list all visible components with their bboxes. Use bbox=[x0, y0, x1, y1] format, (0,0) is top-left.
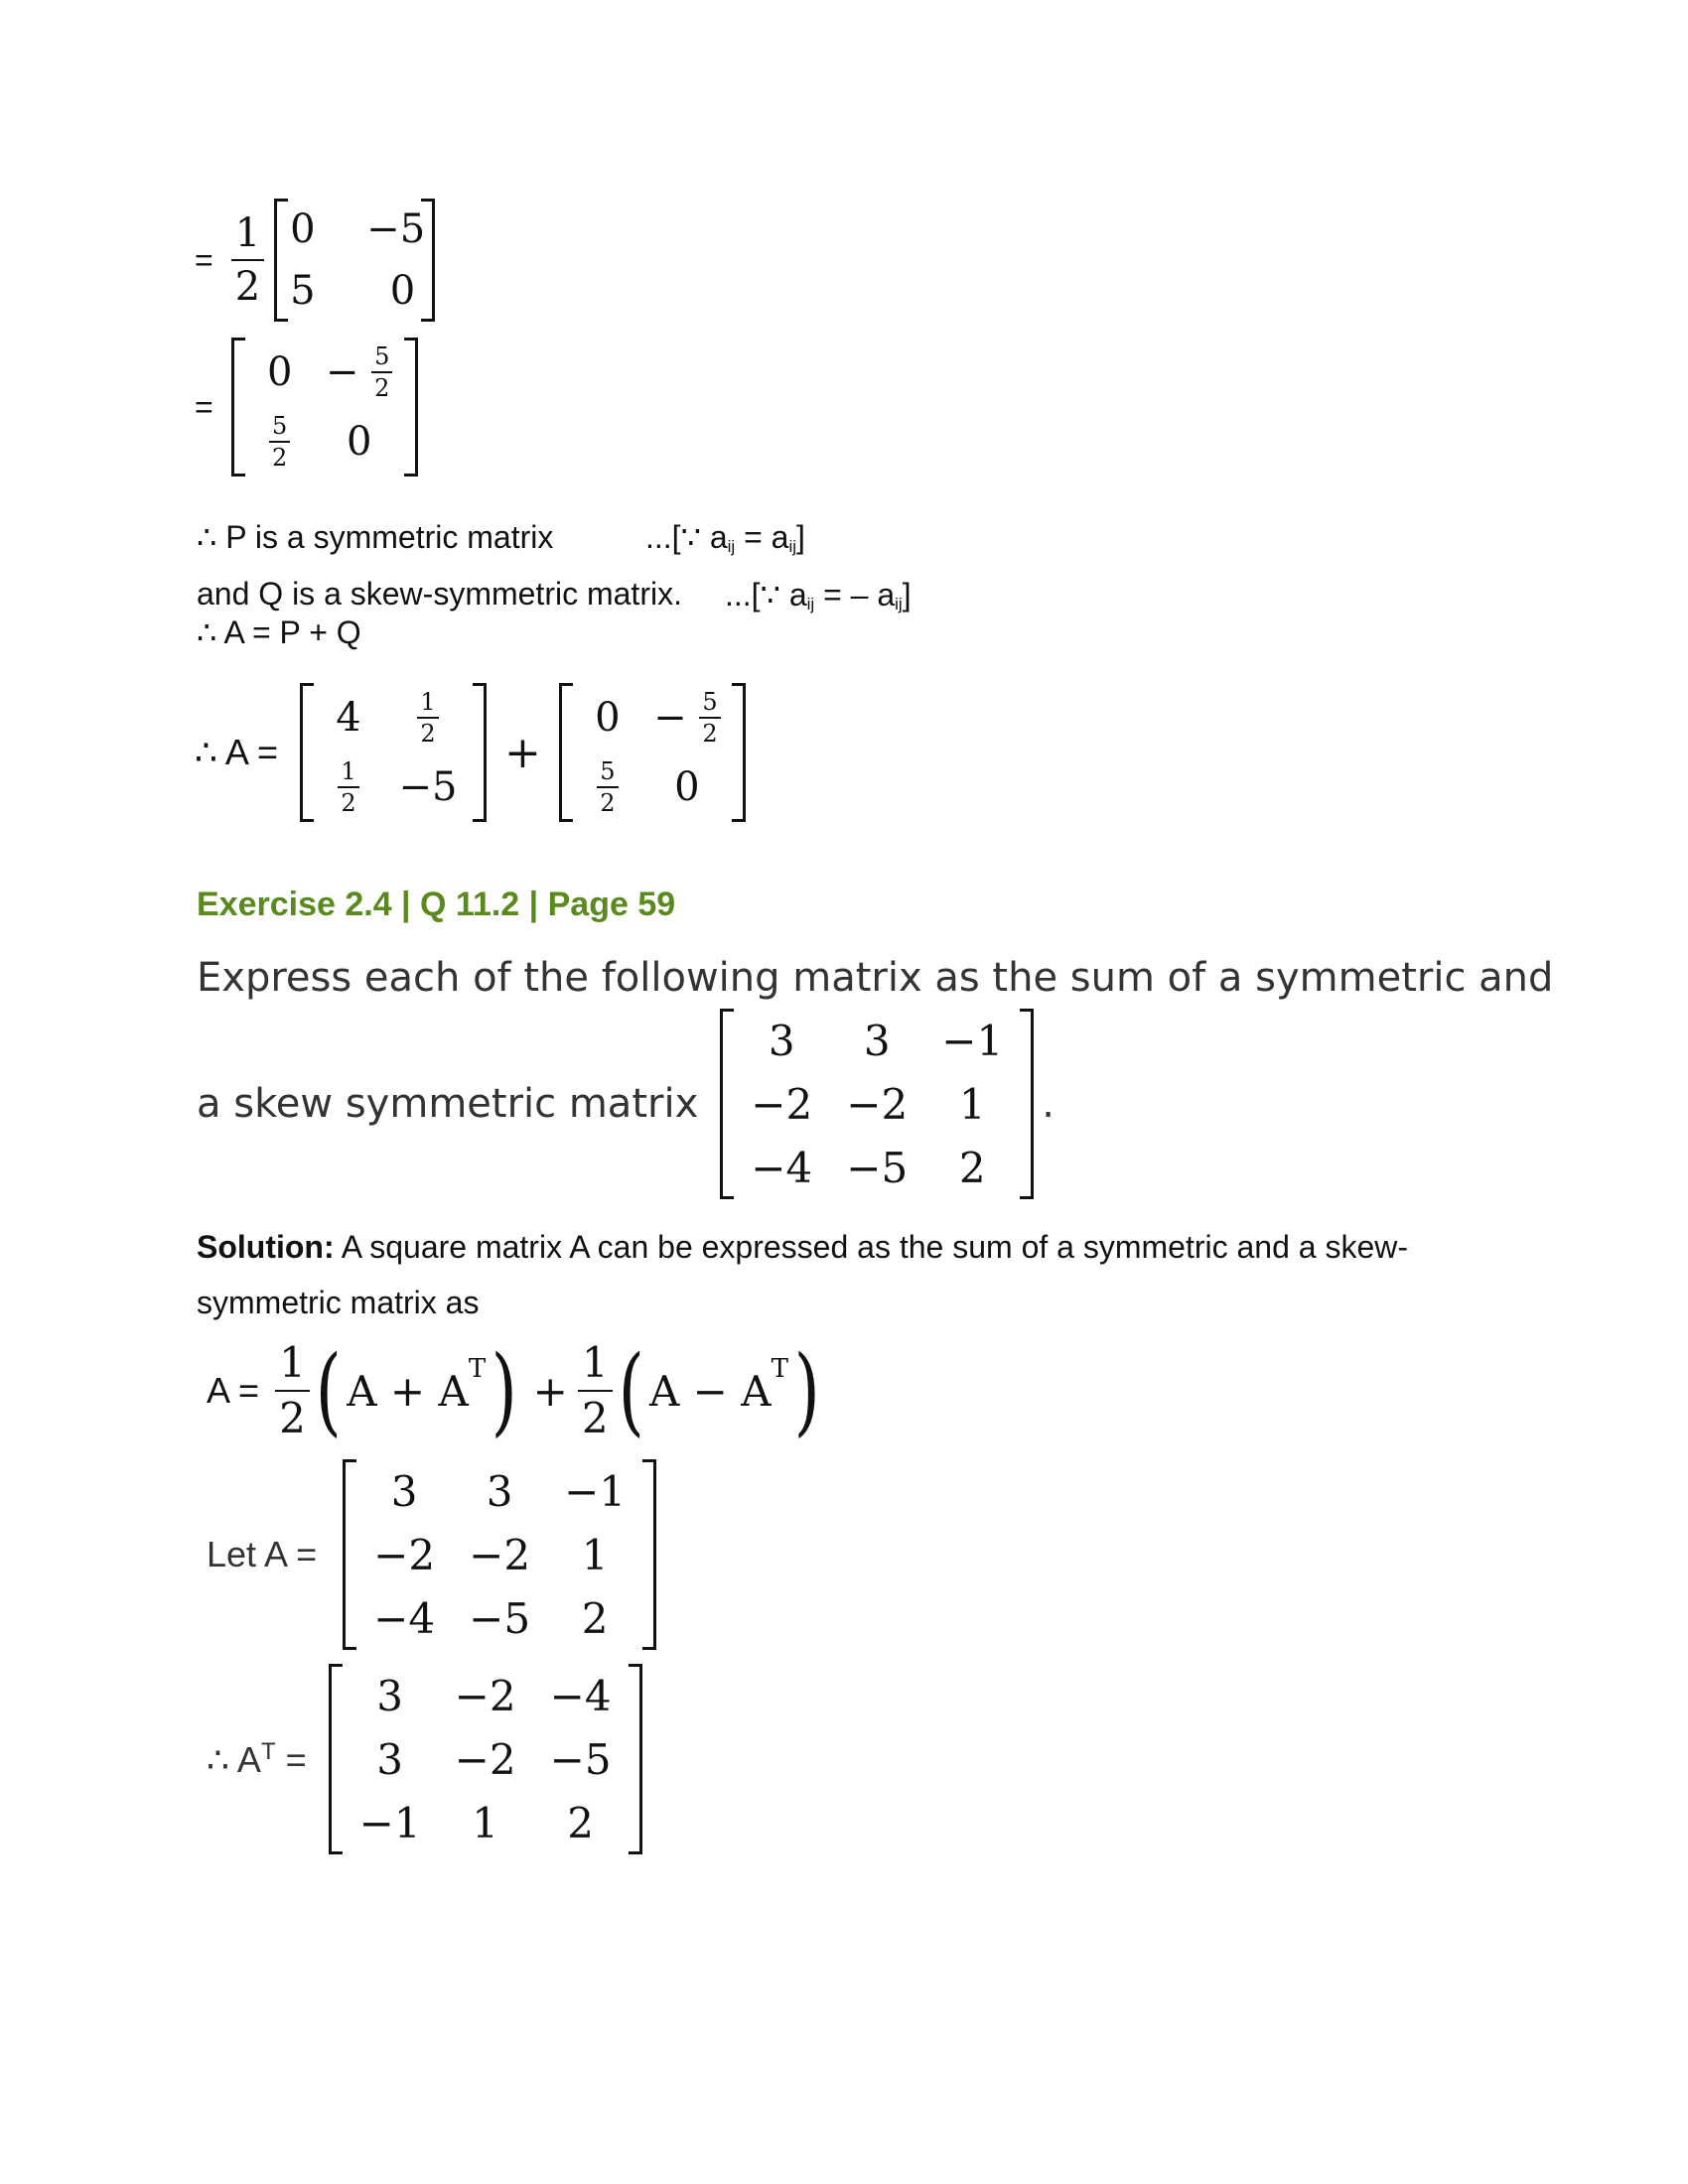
matrix-cell: −2 bbox=[469, 1530, 531, 1579]
transpose-superscript: T bbox=[468, 1353, 487, 1384]
fraction-denominator: 2 bbox=[338, 786, 358, 815]
matrix-cell: 3 bbox=[486, 1466, 513, 1516]
fraction-denominator: 2 bbox=[578, 1390, 613, 1439]
fraction bbox=[371, 344, 392, 400]
matrix-a bbox=[343, 1459, 656, 1650]
equation-a-sum bbox=[195, 683, 746, 822]
statement-p-symmetric bbox=[197, 518, 553, 556]
matrix-cell: 1 bbox=[958, 1079, 986, 1129]
term-difference bbox=[649, 1353, 788, 1416]
label-text: = bbox=[275, 1738, 307, 1780]
fraction-numerator: 5 bbox=[272, 412, 288, 440]
fraction-denominator: 2 bbox=[231, 259, 264, 307]
matrix-cell: −2 bbox=[751, 1079, 813, 1129]
reason-text: ] bbox=[902, 577, 912, 613]
exercise-heading: Exercise 2.4 | Q 11.2 | Page 59 bbox=[197, 886, 676, 923]
statement-a-equals-p-plus-q bbox=[197, 614, 361, 651]
reason-text: ] bbox=[796, 519, 805, 555]
question-line-1: Express each of the following matrix as the sum of a symmetric and bbox=[197, 955, 1554, 1001]
matrix-cell: 2 bbox=[567, 1798, 594, 1847]
matrix-cell: 3 bbox=[390, 1466, 418, 1516]
plus-sign: + bbox=[532, 1366, 568, 1416]
minus-sign: − bbox=[325, 349, 359, 395]
right-paren: ) bbox=[793, 1335, 820, 1446]
subscript: ij bbox=[788, 537, 796, 556]
statement-text: ∴ P is a symmetric matrix bbox=[197, 519, 554, 555]
formula-lhs: A = bbox=[207, 1370, 260, 1411]
term-text: A − A bbox=[649, 1366, 772, 1416]
matrix-cell: 0 bbox=[266, 349, 293, 395]
plus-sign: + bbox=[503, 727, 541, 778]
let-a-definition bbox=[207, 1459, 656, 1650]
fraction-denominator: 2 bbox=[275, 1390, 310, 1439]
matrix-cell bbox=[642, 683, 732, 752]
matrix-cell: 1 bbox=[472, 1798, 498, 1847]
matrix-cell: −2 bbox=[454, 1734, 516, 1784]
fraction bbox=[699, 690, 720, 746]
label-text: ∴ A bbox=[207, 1738, 261, 1780]
matrix-cell: −2 bbox=[454, 1671, 516, 1720]
subscript: ij bbox=[727, 537, 736, 556]
matrix-cell: 4 bbox=[336, 695, 361, 741]
statement-text: and Q is a skew-symmetric matrix. bbox=[197, 576, 682, 612]
fraction-numerator: 1 bbox=[581, 1338, 609, 1387]
fraction-numerator: 5 bbox=[702, 688, 718, 716]
fraction-denominator: 2 bbox=[371, 371, 392, 400]
reason-text: ...[∵ a bbox=[645, 519, 728, 555]
matrix-cell: −1 bbox=[564, 1466, 627, 1516]
matrix-cell bbox=[245, 407, 315, 477]
matrix-cell: 1 bbox=[581, 1530, 609, 1579]
fraction-numerator: 1 bbox=[279, 1338, 306, 1387]
fraction bbox=[417, 690, 438, 746]
decomposition-formula bbox=[207, 1335, 825, 1446]
matrix-cell: −4 bbox=[373, 1593, 436, 1643]
reason-text: = – a bbox=[814, 577, 896, 613]
solution-text-continued: symmetric matrix as bbox=[197, 1285, 480, 1320]
fraction-half bbox=[231, 210, 264, 310]
matrix-cell: 0 bbox=[595, 695, 621, 741]
reason-text: = a bbox=[735, 519, 789, 555]
fraction-numerator: 1 bbox=[341, 757, 356, 785]
equation-half-matrix bbox=[195, 199, 435, 322]
let-a-label: Let A = bbox=[207, 1534, 318, 1574]
equals-sign: = bbox=[195, 241, 213, 278]
matrix-cell: 0 bbox=[346, 419, 372, 465]
fraction bbox=[597, 759, 618, 815]
right-paren: ) bbox=[491, 1335, 517, 1446]
left-paren: ( bbox=[618, 1335, 644, 1446]
statement-p-reason bbox=[645, 518, 805, 556]
matrix-cell bbox=[315, 338, 404, 407]
matrix-a-transpose bbox=[329, 1664, 642, 1854]
equation-matrix-fractions bbox=[195, 338, 418, 477]
matrix-cell: 3 bbox=[376, 1671, 403, 1720]
fraction-denominator: 2 bbox=[597, 786, 618, 815]
matrix-cell bbox=[314, 752, 383, 822]
matrix-cell: −2 bbox=[373, 1530, 436, 1579]
fraction-half bbox=[578, 1338, 613, 1442]
question-text: a skew symmetric matrix bbox=[197, 1081, 699, 1127]
matrix-cell: −1 bbox=[941, 1016, 1004, 1065]
statement-text: ∴ A = P + Q bbox=[197, 614, 361, 650]
statement-q-reason bbox=[725, 576, 912, 614]
equals-sign: = bbox=[195, 388, 213, 425]
left-paren: ( bbox=[315, 1335, 342, 1446]
matrix-cell: −4 bbox=[549, 1671, 612, 1720]
fraction-denominator: 2 bbox=[699, 717, 720, 746]
question-line-2 bbox=[197, 1009, 1055, 1199]
matrix-cell: 0 bbox=[290, 206, 316, 252]
subscript: ij bbox=[895, 595, 903, 614]
matrix-cell: 3 bbox=[376, 1734, 403, 1784]
matrix-cell: 0 bbox=[674, 764, 700, 810]
matrix-cell: 5 bbox=[290, 268, 316, 314]
matrix-cell: 3 bbox=[863, 1016, 891, 1065]
fraction-numerator: 1 bbox=[234, 210, 261, 256]
fraction-half bbox=[275, 1338, 310, 1442]
question-matrix bbox=[720, 1009, 1034, 1199]
transpose-superscript: T bbox=[260, 1737, 276, 1765]
matrix-skew-part bbox=[559, 683, 746, 822]
matrix-cell: −5 bbox=[469, 1593, 531, 1643]
matrix-cell: −5 bbox=[398, 764, 458, 810]
solution-label: Solution: bbox=[197, 1229, 335, 1265]
minus-sign: − bbox=[653, 695, 687, 741]
term-text: A + A bbox=[347, 1366, 469, 1416]
matrix-cell: −2 bbox=[846, 1079, 909, 1129]
fraction-numerator: 5 bbox=[600, 757, 616, 785]
transpose-superscript: T bbox=[771, 1353, 788, 1384]
fraction bbox=[269, 414, 290, 470]
matrix-cell bbox=[383, 683, 473, 752]
fraction-numerator: 5 bbox=[374, 342, 390, 370]
matrix-cell: 3 bbox=[768, 1016, 795, 1065]
fraction bbox=[338, 759, 358, 815]
statement-q-skew bbox=[197, 576, 682, 613]
matrix-cell bbox=[573, 752, 642, 822]
matrix-2x2 bbox=[274, 199, 435, 322]
fraction-numerator: 1 bbox=[420, 688, 436, 716]
fraction-denominator: 2 bbox=[269, 441, 290, 470]
matrix-cell: −5 bbox=[846, 1143, 909, 1192]
question-period: . bbox=[1042, 1081, 1055, 1127]
matrix-cell: 2 bbox=[581, 1593, 609, 1643]
matrix-symmetric-part bbox=[300, 683, 487, 822]
solution-text: A square matrix A can be expressed as the sum of a symmetric and a skew- bbox=[334, 1229, 1409, 1265]
equation-lhs: ∴ A = bbox=[195, 732, 278, 772]
term-sum bbox=[347, 1353, 487, 1416]
solution-paragraph bbox=[197, 1219, 1507, 1330]
matrix-cell: −5 bbox=[366, 206, 426, 252]
a-transpose-definition bbox=[207, 1664, 642, 1854]
matrix-cell: −1 bbox=[358, 1798, 421, 1847]
matrix-cell: 0 bbox=[389, 268, 416, 314]
fraction-denominator: 2 bbox=[417, 717, 438, 746]
a-transpose-label bbox=[207, 1738, 307, 1781]
matrix-cell: −5 bbox=[549, 1734, 612, 1784]
matrix-2x2 bbox=[231, 338, 418, 477]
matrix-cell: −4 bbox=[751, 1143, 813, 1192]
matrix-cell: 2 bbox=[958, 1143, 986, 1192]
reason-text: ...[∵ a bbox=[725, 577, 807, 613]
subscript: ij bbox=[806, 595, 815, 614]
